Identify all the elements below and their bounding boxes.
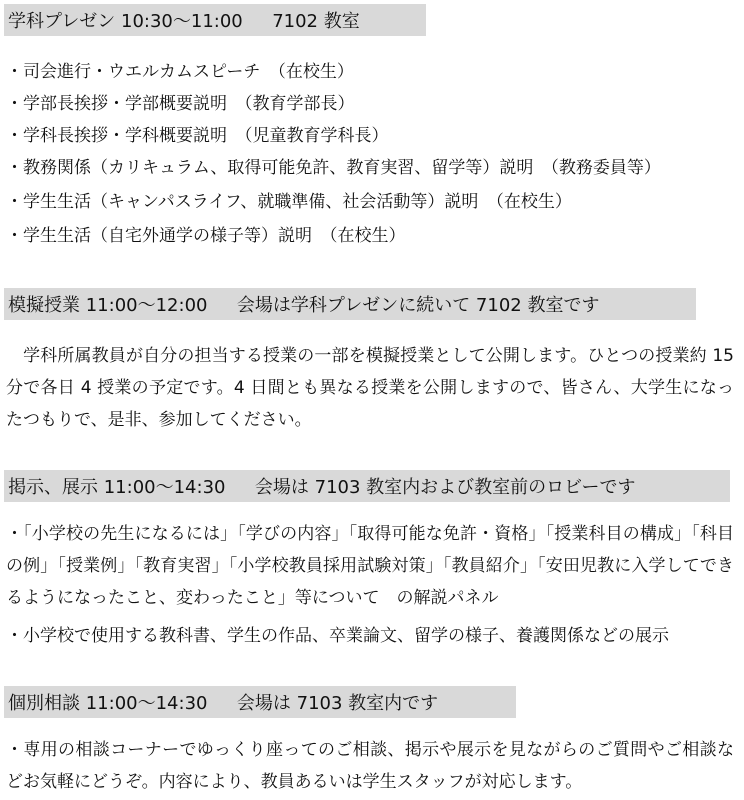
list-item: ・司会進行・ウエルカムスピーチ （在校生） <box>6 62 354 82</box>
section-header-consultation: 個別相談 11:00～14:30 会場は 7103 教室内です <box>4 686 516 718</box>
list-item: ・学部長挨拶・学部概要説明 （教育学部長） <box>6 94 355 114</box>
section-header-exhibition: 掲示、展示 11:00～14:30 会場は 7103 教室内および教室前のロビーです <box>4 470 730 502</box>
list-item: ・小学校で使用する教科書、学生の作品、卒業論文、留学の様子、養護関係などの展示 <box>6 626 669 646</box>
section-header-presentation: 学科プレゼン 10:30～11:00 7102 教室 <box>4 4 426 36</box>
section-header-mock-lesson: 模擬授業 11:00～12:00 会場は学科プレゼンに続いて 7102 教室です <box>4 288 696 320</box>
exhibition-panel-description: ・「小学校の先生になるには」「学びの内容」「取得可能な免許・資格」「授業科目の構成」「科目の例」「授業例」「教育実習」「小学校教員採用試験対策」「教員紹介」「安田児教に入学してできるようになったこと、変わったこと」等について の解説パネル <box>6 524 734 608</box>
consultation-description: ・専用の相談コーナーでゆっくり座ってのご相談、掲示や展示を見ながらのご質問やご相談などお気軽にどうぞ。内容により、教員あるいは学生スタッフが対応します。 <box>6 740 734 792</box>
list-item: ・学科長挨拶・学科概要説明 （児童教育学科長） <box>6 126 389 146</box>
list-item: ・教務関係（カリキュラム、取得可能免許、教育実習、留学等）説明 （教務委員等） <box>6 158 661 178</box>
list-item: ・学生生活（キャンパスライフ、就職準備、社会活動等）説明 （在校生） <box>6 192 572 212</box>
mock-lesson-description: 学科所属教員が自分の担当する授業の一部を模擬授業として公開します。ひとつの授業約 15 分で各日 4 授業の予定です。4 日間とも異なる授業を公開しますので、皆さん、大学生になったつもりで、是非、参加してください。 <box>6 346 734 430</box>
list-item: ・学生生活（自宅外通学の様子等）説明 （在校生） <box>6 226 406 246</box>
